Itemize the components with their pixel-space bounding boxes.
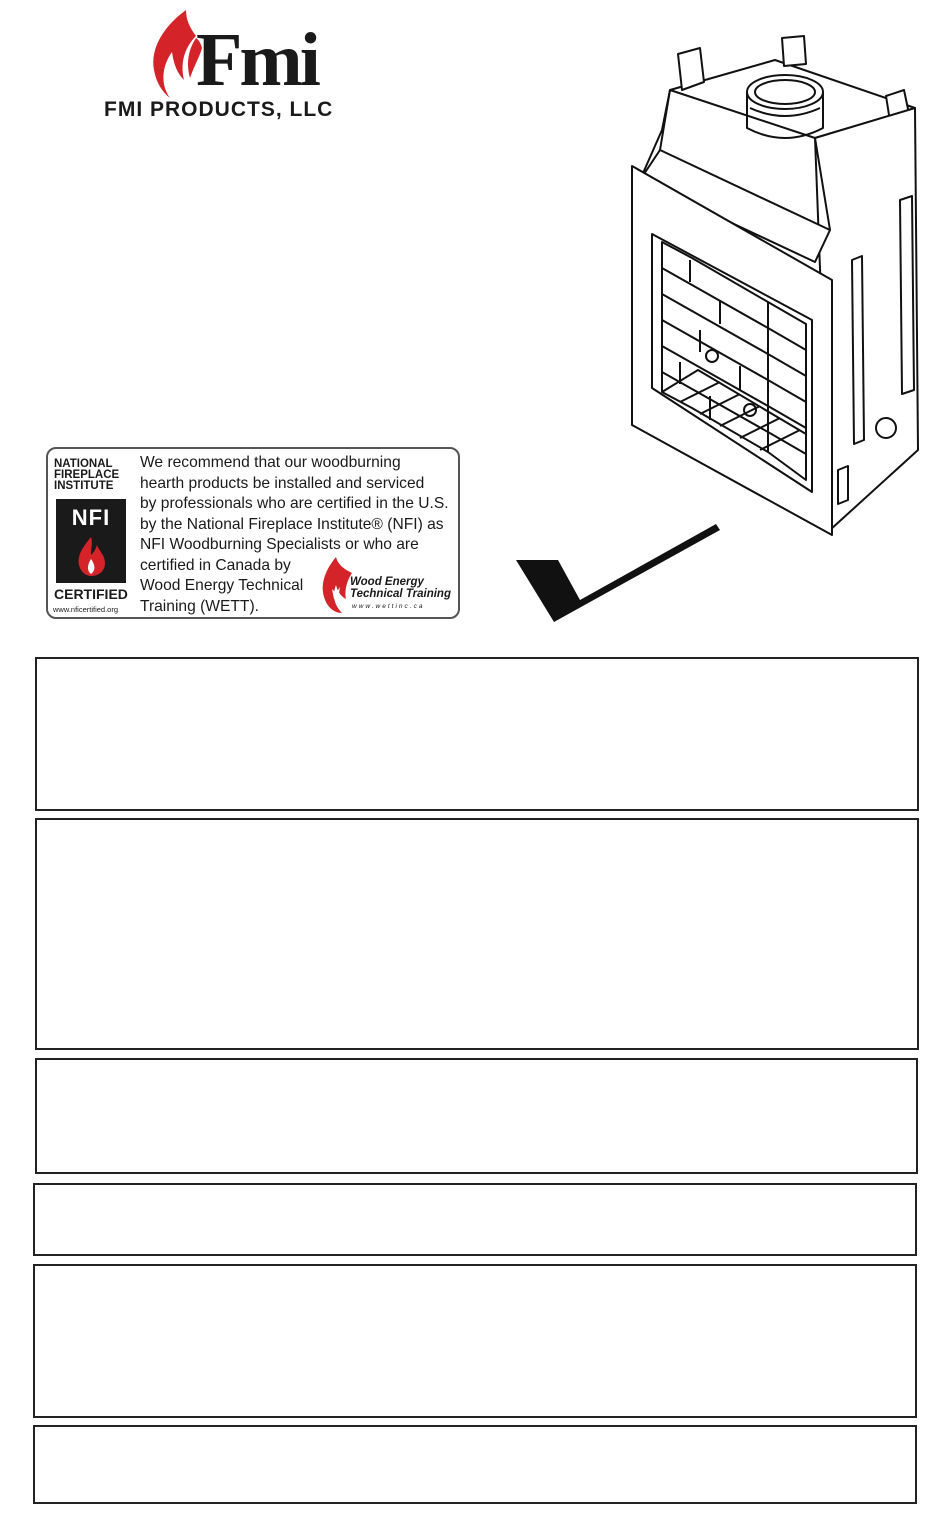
notice-box-2: [35, 818, 919, 1050]
logo-wordmark: Fmi: [196, 18, 318, 102]
checkmark-icon: [514, 522, 720, 624]
company-name: FMI PRODUCTS, LLC: [104, 98, 334, 121]
nfi-url: www.nficertified.org: [53, 605, 119, 614]
wett-url: www.wettinc.ca: [352, 603, 425, 610]
nfi-emblem: [56, 499, 126, 583]
nfi-certified-label: CERTIFIED: [54, 586, 128, 602]
nfi-letters: NFI: [71, 505, 111, 530]
fmi-logo: [100, 8, 400, 121]
nfi-recommendation-text: We recommend that our woodburning hearth products be installed and serviced by professionals who are certified in the U.S. by the National Fireplace Institute® (NFI) as NFI Woodburning Specialists or who are certified in Canada by Wood Energy Technical Training (WETT).: [140, 454, 449, 615]
nfi-certified-badge: [54, 455, 134, 615]
nfi-org-name: NATIONAL FIREPLACE INSTITUTE: [54, 458, 120, 492]
nfi-notice-panel: [46, 447, 460, 619]
wett-title: Wood Energy Technical Training: [350, 576, 451, 600]
nfi-flame-icon: [73, 535, 109, 577]
notice-box-6: [33, 1425, 917, 1504]
flame-icon: [144, 8, 204, 100]
notice-box-4: [33, 1183, 917, 1256]
notice-box-5: [33, 1264, 917, 1418]
wett-logo: [320, 555, 454, 617]
wett-flame-icon: [320, 555, 354, 615]
notice-box-1: [35, 657, 919, 811]
fireplace-illustration: [600, 30, 940, 540]
notice-box-3: [35, 1058, 918, 1174]
